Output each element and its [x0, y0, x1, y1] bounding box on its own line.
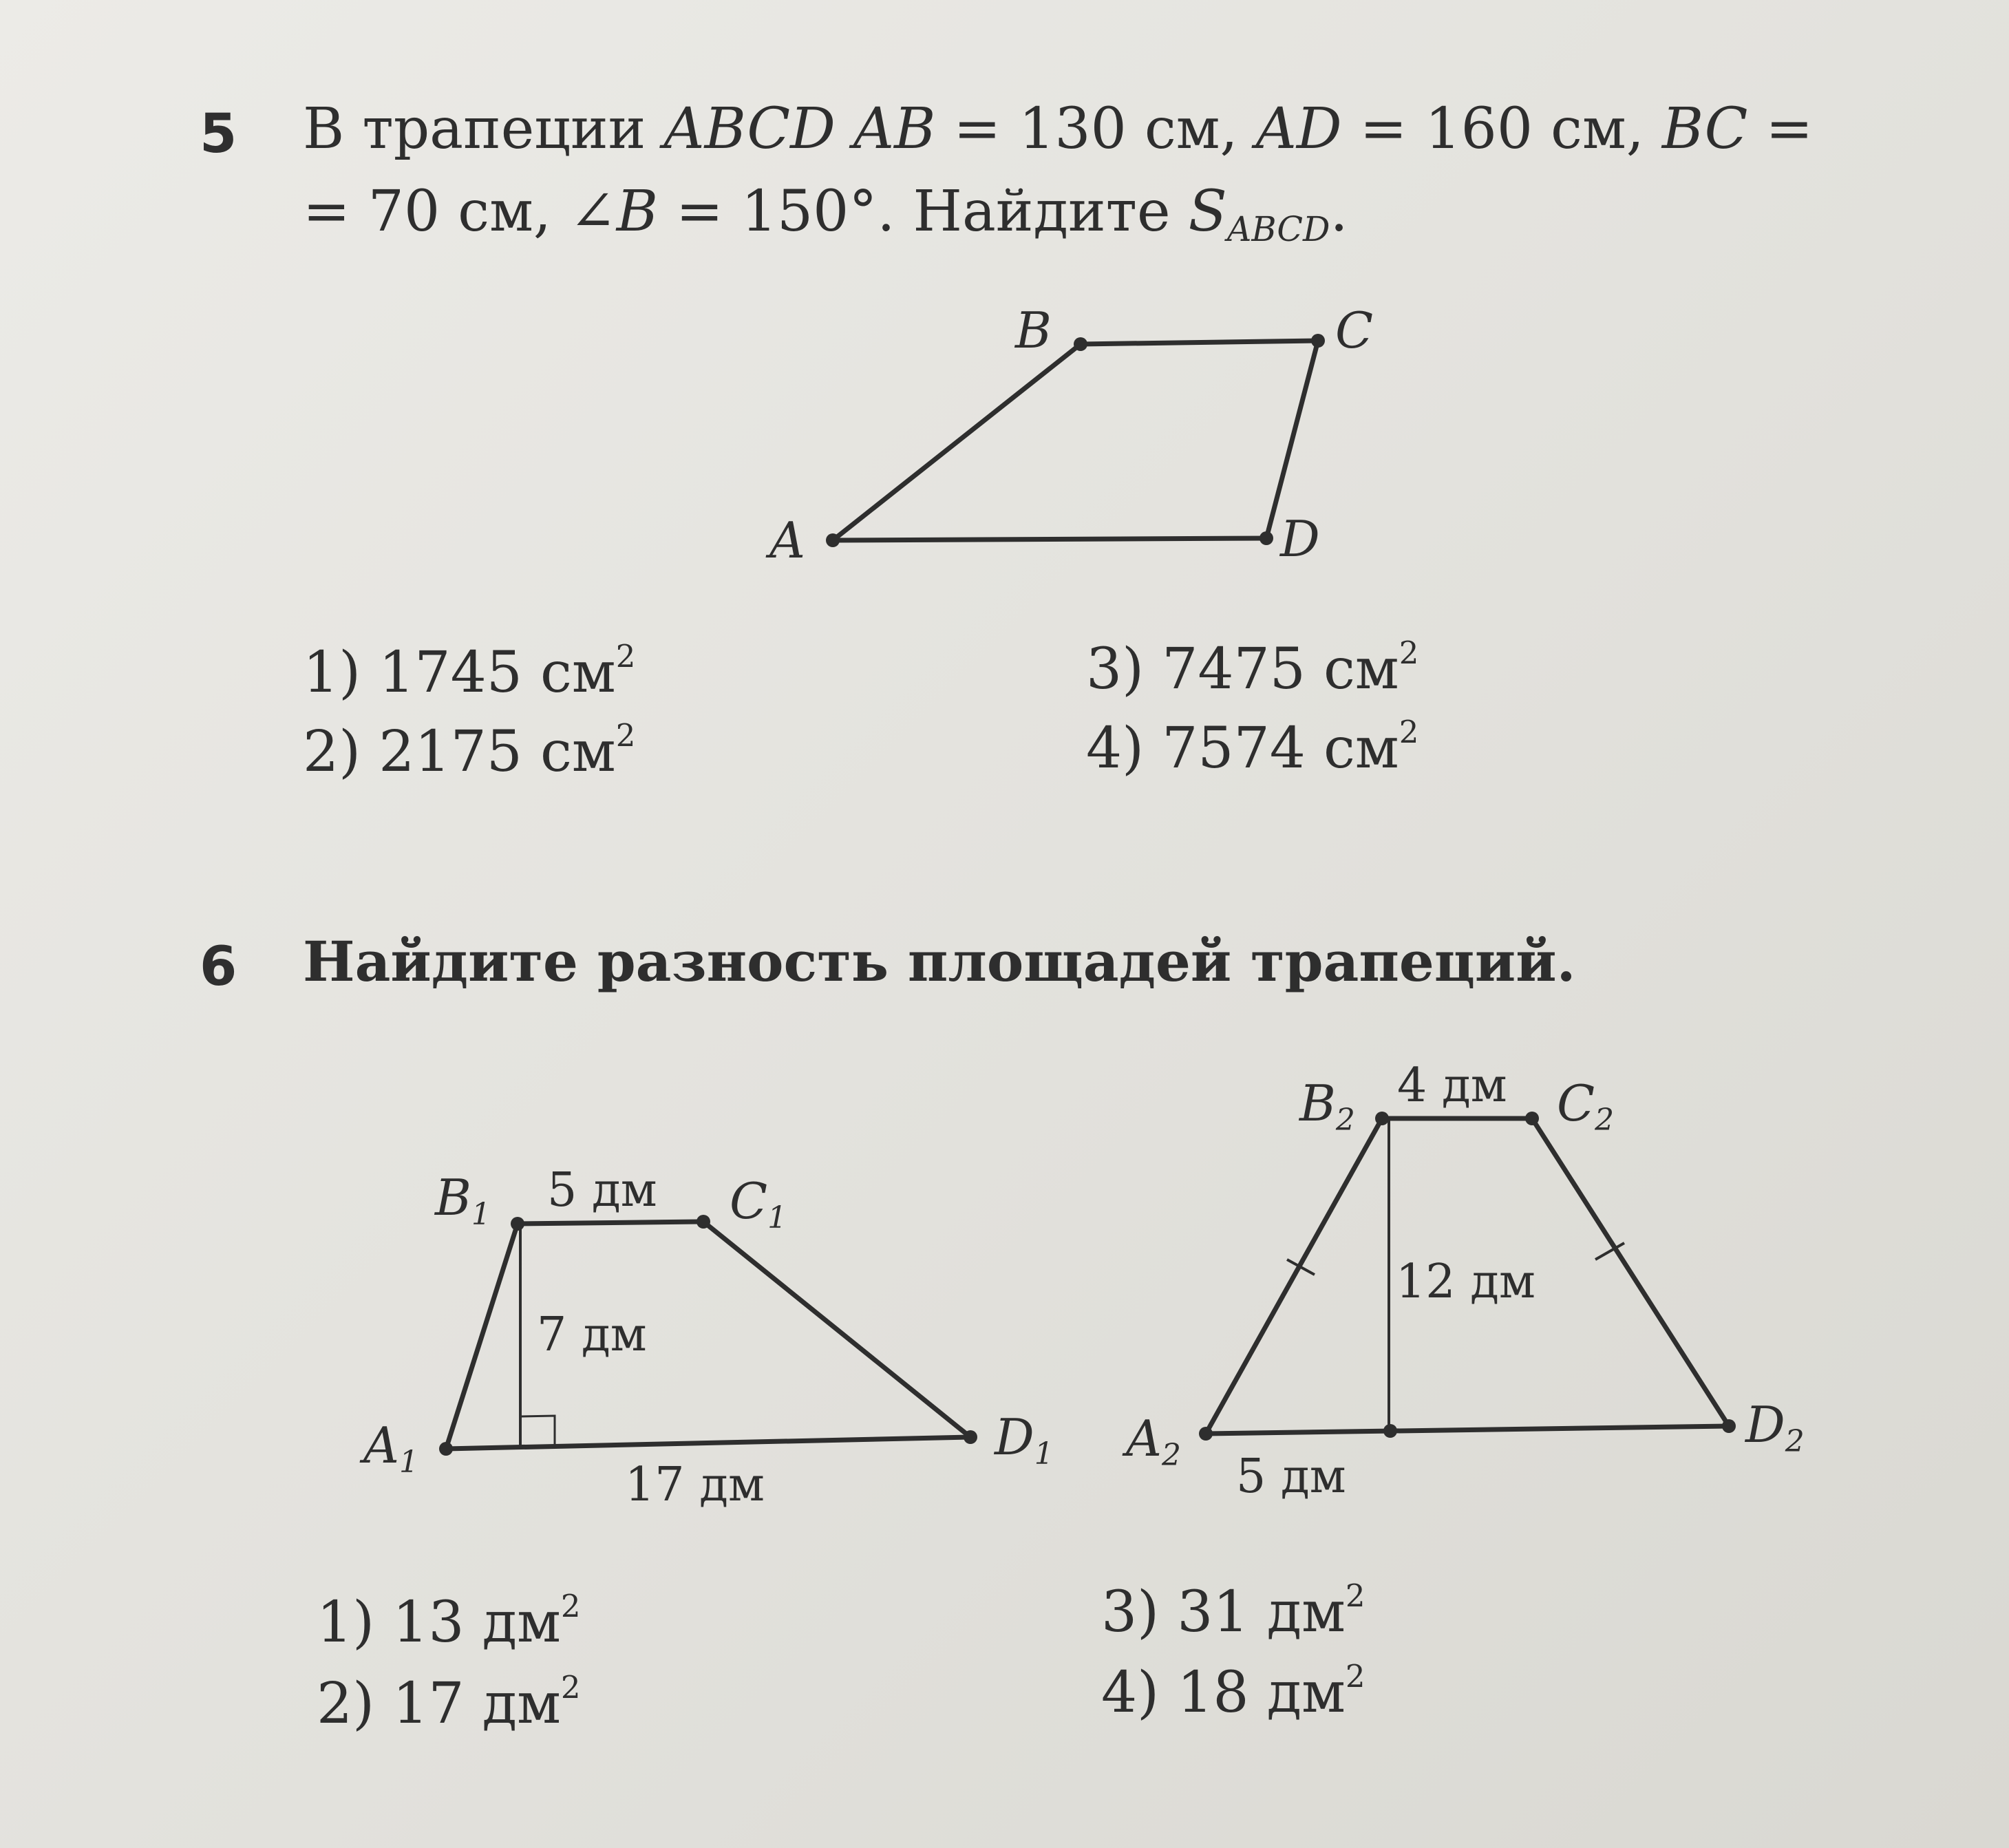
task5-ad: AD: [1255, 96, 1342, 162]
task6-answer-1: 1) 13 $дм^2$: [317, 1587, 581, 1655]
task5-point-b: [1074, 337, 1087, 351]
task6-fig1-label-d: D1: [995, 1408, 1054, 1472]
task5-label-d: D: [1280, 510, 1320, 568]
task6-text: Найдите разность площадей трапеций.: [303, 929, 1576, 994]
task5-number: 5: [200, 103, 237, 165]
task6-fig1-top-length: 5 дм: [547, 1163, 657, 1218]
task5-s: S: [1188, 179, 1227, 244]
task6-fig1-point-a: [439, 1442, 453, 1456]
task5-line1-text2: = 130 см,: [935, 96, 1256, 162]
task6-fig1-point-b: [511, 1217, 524, 1231]
task5-abcd: ABCD: [663, 96, 836, 162]
task5-label-a: A: [769, 511, 805, 569]
task6-fig1-point-d: [964, 1430, 977, 1444]
task6-fig2-point-foot: [1383, 1424, 1397, 1438]
task6-fig2-label-c: C2: [1557, 1074, 1615, 1138]
task5-ab: AB: [853, 96, 936, 162]
task6-answer-2: 2) 17 $дм^2$: [317, 1668, 581, 1737]
task6-fig2-top-length: 4 дм: [1397, 1059, 1507, 1113]
task5-line2-text3: .: [1330, 179, 1348, 244]
task6-fig1-bottom-length: 17 дм: [625, 1458, 765, 1512]
task5-answer-3: 3) 7475 $см^2$: [1086, 634, 1419, 702]
task5-point-d: [1259, 531, 1273, 545]
task5-trapezoid: [833, 341, 1318, 540]
task6-fig2-label-b: B2: [1299, 1074, 1355, 1138]
task5-line1-text1: В трапеции: [303, 96, 664, 162]
task6-fig2-height-length: 12 дм: [1396, 1255, 1535, 1309]
task5-line1-text4: =: [1747, 96, 1814, 162]
task6-fig2-point-b: [1375, 1112, 1389, 1125]
task5-answer-2: 2) 2175 $см^2$: [303, 716, 636, 785]
task5-label-c: C: [1335, 301, 1374, 359]
task6-fig1-right-angle: [520, 1416, 555, 1446]
task6-answer-3: 3) 31 $дм^2$: [1101, 1577, 1365, 1645]
task6-fig1-label-b: B1: [435, 1169, 491, 1232]
task5-angle-b: B: [616, 179, 658, 244]
task6-fig1-label-c: C1: [730, 1172, 787, 1235]
task6-fig2-point-c: [1525, 1112, 1539, 1125]
task5-s-sub: ABCD: [1226, 209, 1330, 249]
task5-line1-text3: = 160 см,: [1341, 96, 1662, 162]
task5-label-b: B: [1015, 301, 1052, 359]
task6-fig1-point-c: [697, 1215, 710, 1229]
task5-line2-text1: = 70 см, ∠: [303, 179, 617, 244]
task6-fig1-height-length: 7 дм: [537, 1308, 647, 1362]
task6-fig2-label-a: A2: [1126, 1410, 1181, 1473]
task5-answer-4: 4) 7574 $см^2$: [1086, 713, 1419, 781]
task6-fig1-label-a: A1: [363, 1416, 418, 1480]
task6-number: 6: [200, 936, 237, 998]
task6-fig2-point-d: [1722, 1419, 1736, 1433]
task6-trapezoid-1: [446, 1222, 970, 1449]
task5-answer-1: 1) 1745 $см^2$: [303, 637, 636, 705]
task6-answer-4: 4) 18 $дм^2$: [1101, 1657, 1365, 1725]
task6-fig2-point-a: [1199, 1427, 1213, 1441]
task5-bc: BC: [1661, 96, 1748, 162]
task6-fig2-label-d: D2: [1745, 1396, 1805, 1459]
task6-fig2-bottom-part-length: 5 дм: [1236, 1449, 1346, 1504]
task5-point-c: [1311, 334, 1325, 348]
task5-point-a: [826, 533, 840, 547]
task5-line2-text2: = 150°. Найдите: [658, 179, 1189, 244]
